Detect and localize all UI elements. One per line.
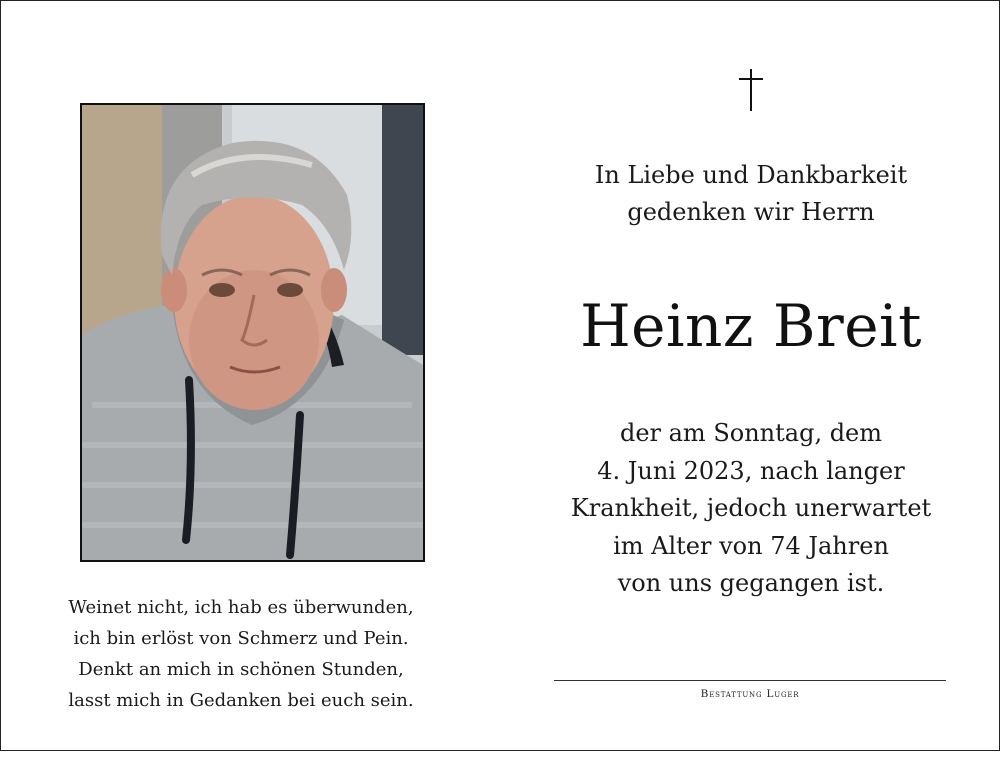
details-line: Krankheit, jedoch unerwartet — [570, 494, 932, 522]
details-line: von uns gegangen ist. — [617, 569, 885, 597]
portrait-photo — [80, 103, 425, 562]
funeral-home-label: Bestattung Luger — [700, 688, 800, 700]
poem-line: Denkt an mich in schönen Stunden, — [78, 659, 404, 680]
intro-text — [551, 157, 951, 231]
intro-line: In Liebe und Dankbarkeit — [594, 161, 908, 189]
cross-icon — [736, 67, 766, 113]
divider-line — [554, 680, 946, 681]
poem-line: Weinet nicht, ich hab es überwunden, — [68, 597, 414, 618]
poem-verse — [41, 592, 441, 716]
details-line: 4. Juni 2023, nach langer — [597, 456, 905, 485]
poem-line: ich bin erlöst von Schmerz und Pein. — [73, 628, 409, 649]
details-line: im Alter von 74 Jahren — [613, 531, 889, 560]
details-line: der am Sonntag, dem — [619, 419, 883, 447]
deceased-name: Heinz Breit — [580, 292, 922, 360]
intro-line: gedenken wir Herrn — [627, 198, 875, 226]
obituary-details — [551, 415, 951, 603]
poem-line: lasst mich in Gedanken bei euch sein. — [68, 690, 414, 711]
